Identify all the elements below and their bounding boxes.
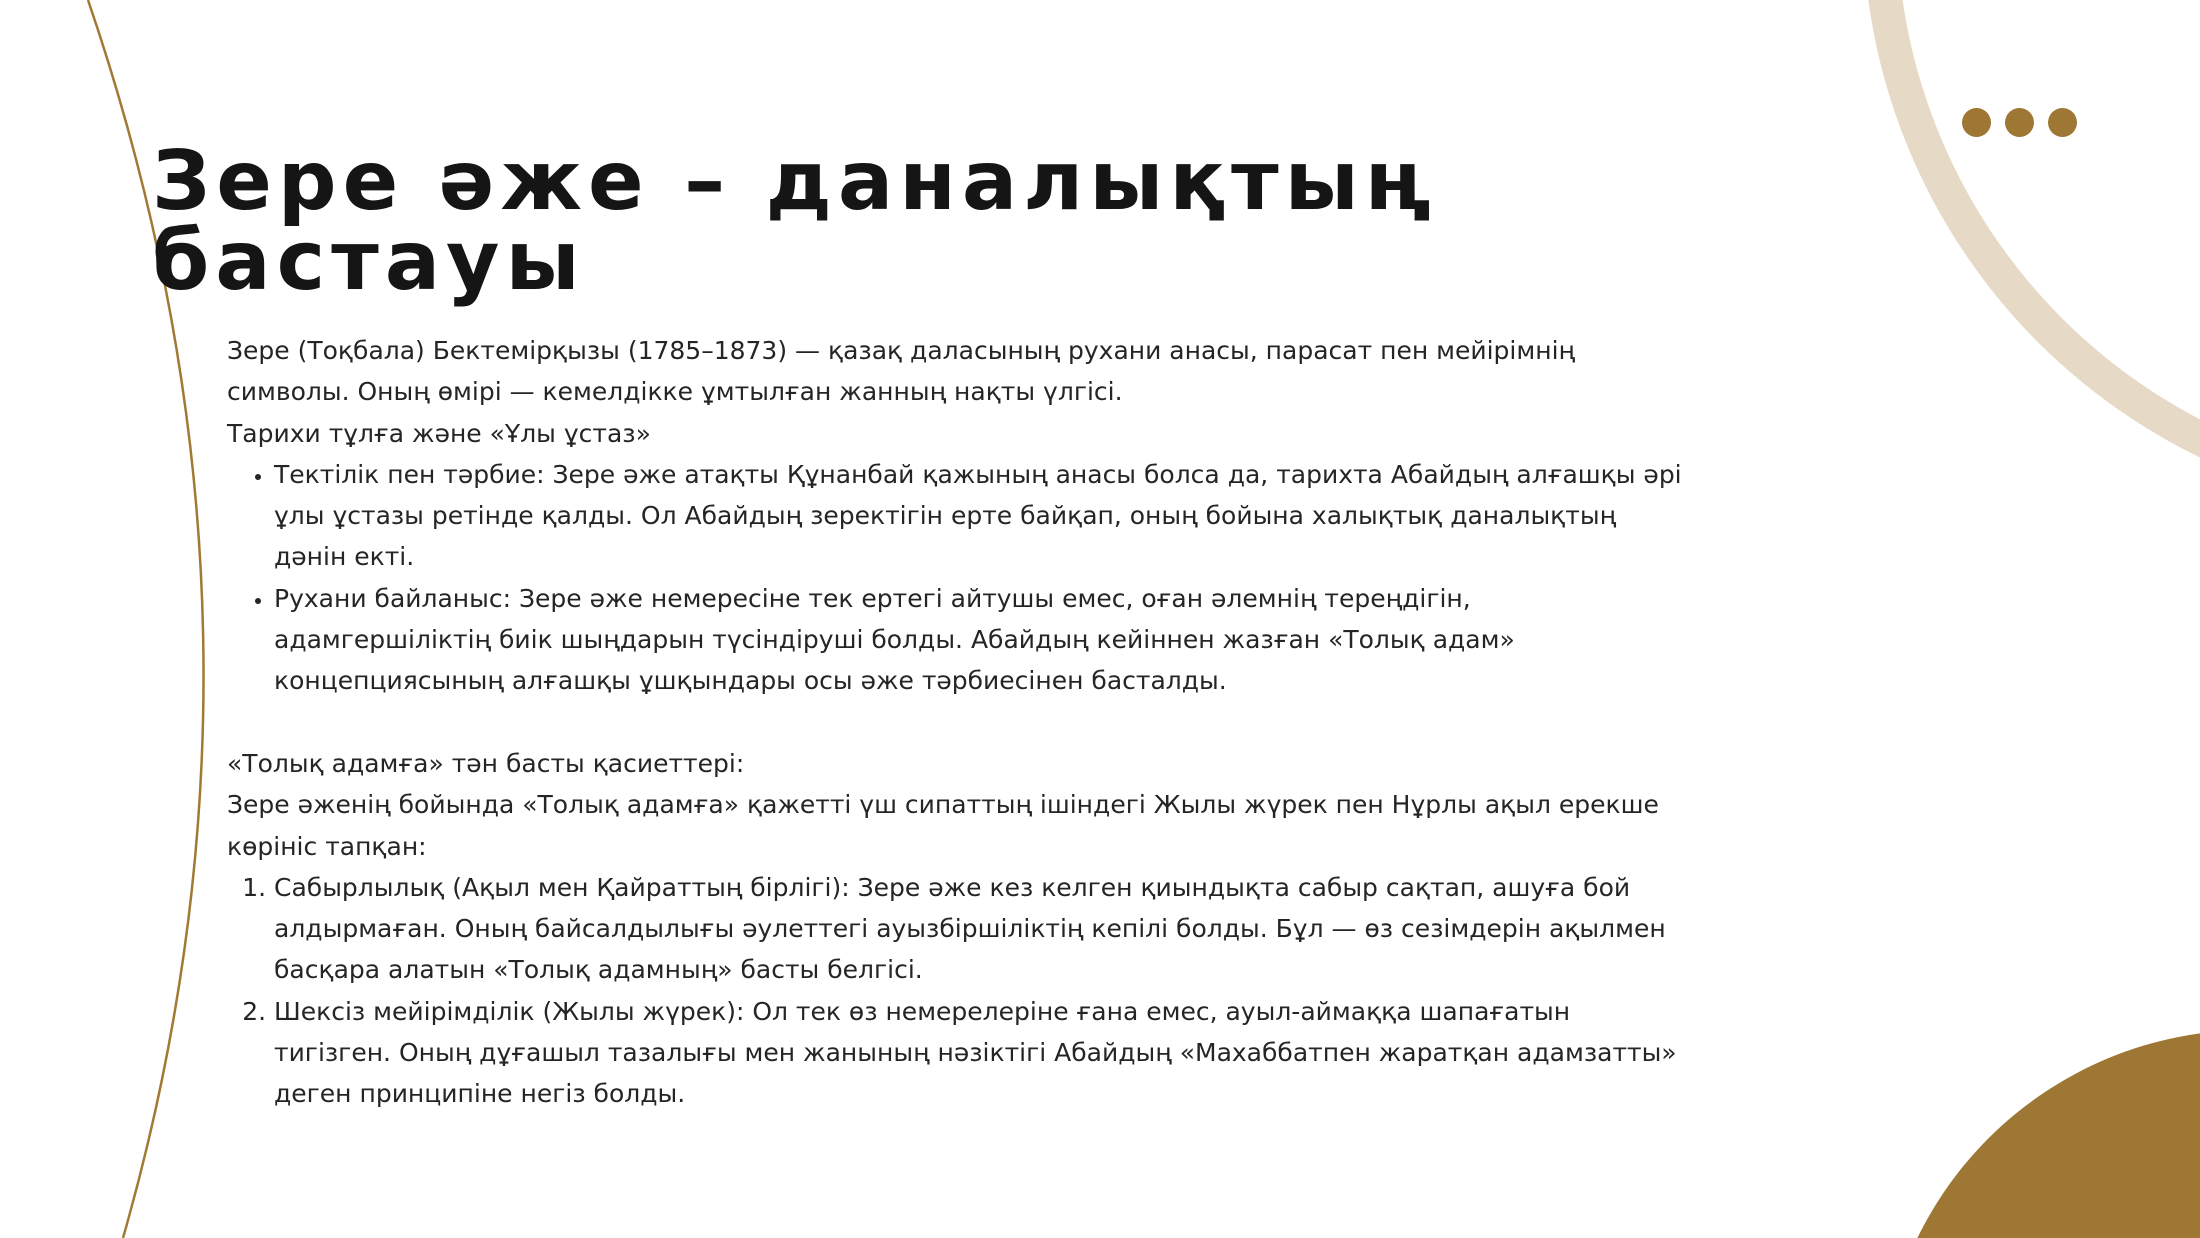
slide-body xyxy=(227,330,1687,1115)
section-subheading: Тарихи тұлға және «Ұлы ұстаз» xyxy=(227,418,651,448)
section-heading: «Толық адамға» тән басты қасиеттері: xyxy=(227,748,745,778)
decorative-ring xyxy=(1880,0,2200,500)
list-item: 2. Шексіз мейірімділік (Жылы жүрек): Ол тек өз немерелеріне ғана емес, ауыл-аймаққа шапағатын тигізген. Оның дұғашыл тазалығы мен жанының нәзіктігі Абайдың «Махаббатпен жаратқан адамзатты» деген принципіне негіз болды. xyxy=(274,991,1687,1115)
dot-icon xyxy=(2005,108,2034,137)
list-item: 1. Сабырлылық (Ақыл мен Қайраттың бірлігі): Зере әже кез келген қиындықта сабыр сақтап, ашуға бой алдырмаған. Оның байсалдылығы әулеттегі ауызбіршіліктің кепілі болды. Бұл — өз сезімдерін ақылмен басқара алатын «Толық адамның» басты белгісі. xyxy=(274,867,1687,991)
dot-icon xyxy=(2048,108,2077,137)
list-item: • Рухани байланыс: Зере әже немересіне тек ертегі айтушы емес, оған әлемнің тереңдігін, адамгершіліктің биік шыңдарын түсіндіруші болды. Абайдың кейіннен жазған «Толық адам» концепциясының алғашқы ұшқындары осы әже тәрбиесінен басталды. xyxy=(274,578,1687,702)
dot-icon xyxy=(1962,108,1991,137)
menu-dots-icon xyxy=(1962,108,2077,137)
section-intro: Зере әженің бойында «Толық адамға» қажетті үш сипаттың ішіндегі Жылы жүрек пен Нұрлы ақыл ерекше көрініс тапқан: xyxy=(227,790,1659,861)
slide-title: Зере әже – даналықтың бастауы xyxy=(152,134,1437,309)
numbered-list xyxy=(227,867,1687,1115)
spacer xyxy=(227,702,1687,743)
list-item: • Тектілік пен тәрбие: Зере әже атақты Құнанбай қажының анасы болса да, тарихта Абайдың алғашқы әрі ұлы ұстазы ретінде қалды. Ол Абайдың зеректігін ерте байқап, оның бойына халықтық даналықтың дәнін екті. xyxy=(274,454,1687,578)
intro-paragraph: Зере (Тоқбала) Бектемірқызы (1785–1873) — қазақ даласының рухани анасы, парасат пен мейірімнің символы. Оның өмірі — кемелдікке ұмтылған жанның нақты үлгісі. xyxy=(227,336,1576,407)
decorative-gold-circle xyxy=(1880,1030,2200,1238)
bullet-list xyxy=(227,454,1687,702)
